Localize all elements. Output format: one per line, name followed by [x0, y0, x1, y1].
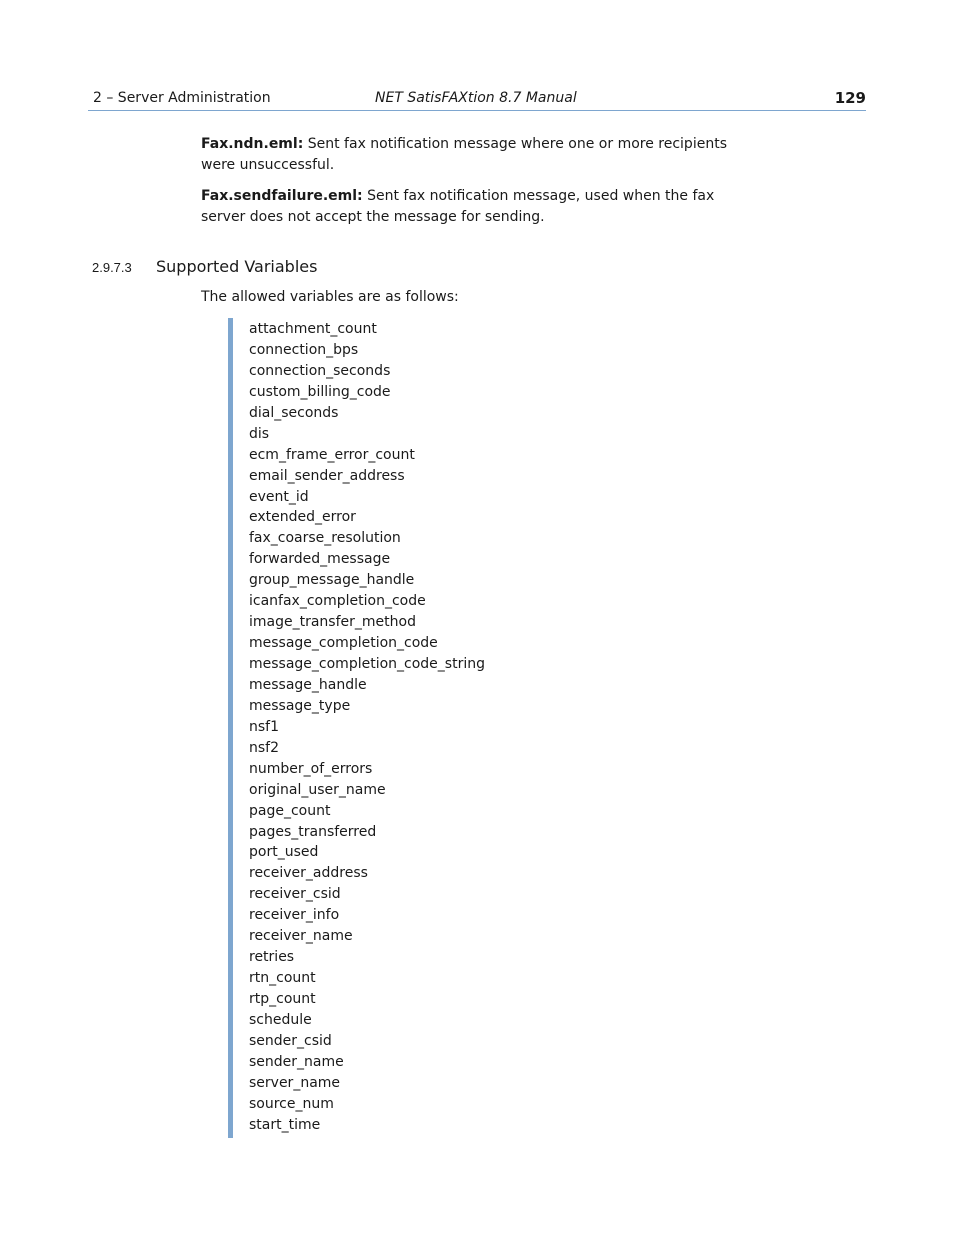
variable-item: retries [249, 949, 295, 966]
variable-item: event_id [249, 488, 309, 505]
manual-title: NET SatisFAXtion 8.7 Manual [375, 90, 577, 106]
variable-item: server_name [249, 1074, 341, 1091]
variable-item: dis [249, 425, 270, 442]
variable-item: fax_coarse_resolution [249, 530, 401, 547]
variable-item: page_count [249, 802, 331, 819]
variable-item: start_time [249, 1116, 321, 1133]
chapter-title: 2 – Server Administration [93, 90, 271, 106]
variable-list [228, 318, 485, 1138]
variable-item: receiver_name [249, 928, 353, 945]
variable-item: sender_csid [249, 1032, 332, 1049]
definition-fax-ndn [201, 134, 761, 176]
definition-term: Fax.sendfailure.eml: [201, 188, 363, 204]
variable-item: original_user_name [249, 781, 386, 798]
variable-item: message_type [249, 697, 351, 714]
page-number: 129 [834, 89, 866, 107]
variable-item: attachment_count [249, 321, 377, 337]
variable-item: sender_name [249, 1053, 344, 1070]
section-number: 2.9.7.3 [92, 260, 132, 275]
variable-item: rtn_count [249, 970, 316, 987]
section-heading [92, 257, 317, 276]
variable-item: message_handle [249, 676, 367, 693]
definition-term: Fax.ndn.eml: [201, 136, 304, 152]
variable-item: email_sender_address [249, 467, 405, 484]
definition-text: Sent fax notification message, used when the fax server does not accept the message for sending. [201, 188, 715, 225]
variable-item: port_used [249, 844, 319, 861]
variable-item: dial_seconds [249, 404, 339, 421]
variable-item: message_completion_code_string [249, 656, 485, 672]
variable-item: group_message_handle [249, 572, 415, 589]
variable-item: rtp_count [249, 991, 316, 1007]
variable-item: icanfax_completion_code [249, 593, 426, 610]
definition-fax-sendfailure [201, 186, 761, 228]
variable-item: receiver_info [249, 907, 340, 924]
variable-item: nsf2 [249, 739, 280, 756]
variable-item: source_num [249, 1095, 334, 1112]
variable-item: number_of_errors [249, 760, 373, 777]
variable-item: image_transfer_method [249, 614, 416, 631]
section-title: Supported Variables [156, 257, 318, 276]
variable-item: custom_billing_code [249, 383, 391, 400]
page-header [88, 88, 866, 111]
variable-item: receiver_csid [249, 886, 341, 903]
variable-item: pages_transferred [249, 823, 377, 840]
variable-item: extended_error [249, 509, 356, 526]
variable-item: receiver_address [249, 865, 368, 882]
definition-text: Sent fax notification message where one or more recipients were unsuccessful. [201, 136, 727, 173]
variable-item: connection_bps [249, 341, 359, 358]
variable-item: ecm_frame_error_count [249, 446, 415, 463]
variable-item: schedule [249, 1011, 312, 1028]
variable-item: forwarded_message [249, 551, 391, 568]
variable-item: connection_seconds [249, 362, 391, 379]
variable-item: nsf1 [249, 718, 280, 735]
section-intro: The allowed variables are as follows: [201, 289, 459, 305]
variable-item: message_completion_code [249, 635, 438, 652]
